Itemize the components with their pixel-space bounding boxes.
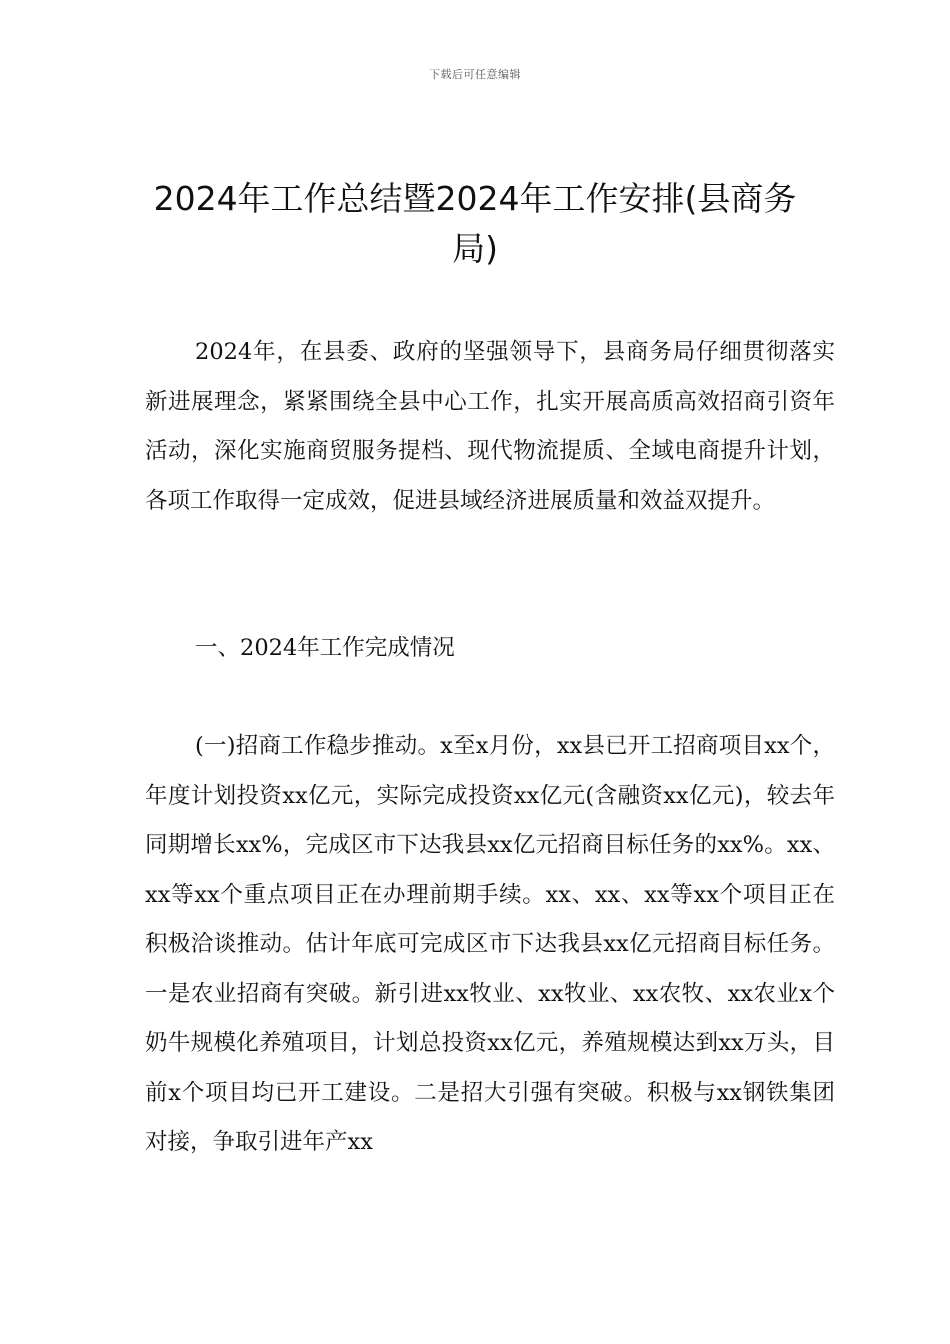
section-paragraph: (一)招商工作稳步推动。x至x月份，xx县已开工招商项目xx个，年度计划投资xx亿元，实际完成投资xx亿元(含融资xx亿元)，较去年同期增长xx%，完成区市下达我县xx亿元招商目标任务的xx%。xx、xx等xx个重点项目正在办理前期手续。xx、xx、xx等xx个项目正在积极洽谈推动。估计年底可完成区市下达我县xx亿元招商目标任务。一是农业招商有突破。新引进xx牧业、xx牧业、xx农牧、xx农业x个奶牛规模化养殖项目，计划总投资xx亿元，养殖规模达到xx万头，目前x个项目均已开工建设。二是招大引强有突破。积极与xx钢铁集团对接，争取引进年产xx: [145, 733, 835, 1155]
section-heading: 一、2024年工作完成情况: [195, 635, 455, 661]
intro-paragraph: 2024年，在县委、政府的坚强领导下，县商务局仔细贯彻落实新进展理念，紧紧围绕全县中心工作，扎实开展高质高效招商引资年活动，深化实施商贸服务提档、现代物流提质、全域电商提升计划，各项工作取得一定成效，促进县域经济进展质量和效益双提升。: [145, 339, 835, 514]
document-title: 2024年工作总结暨2024年工作安排(县商务局): [153, 179, 797, 268]
header-note: 下载后可任意编辑: [429, 68, 521, 81]
